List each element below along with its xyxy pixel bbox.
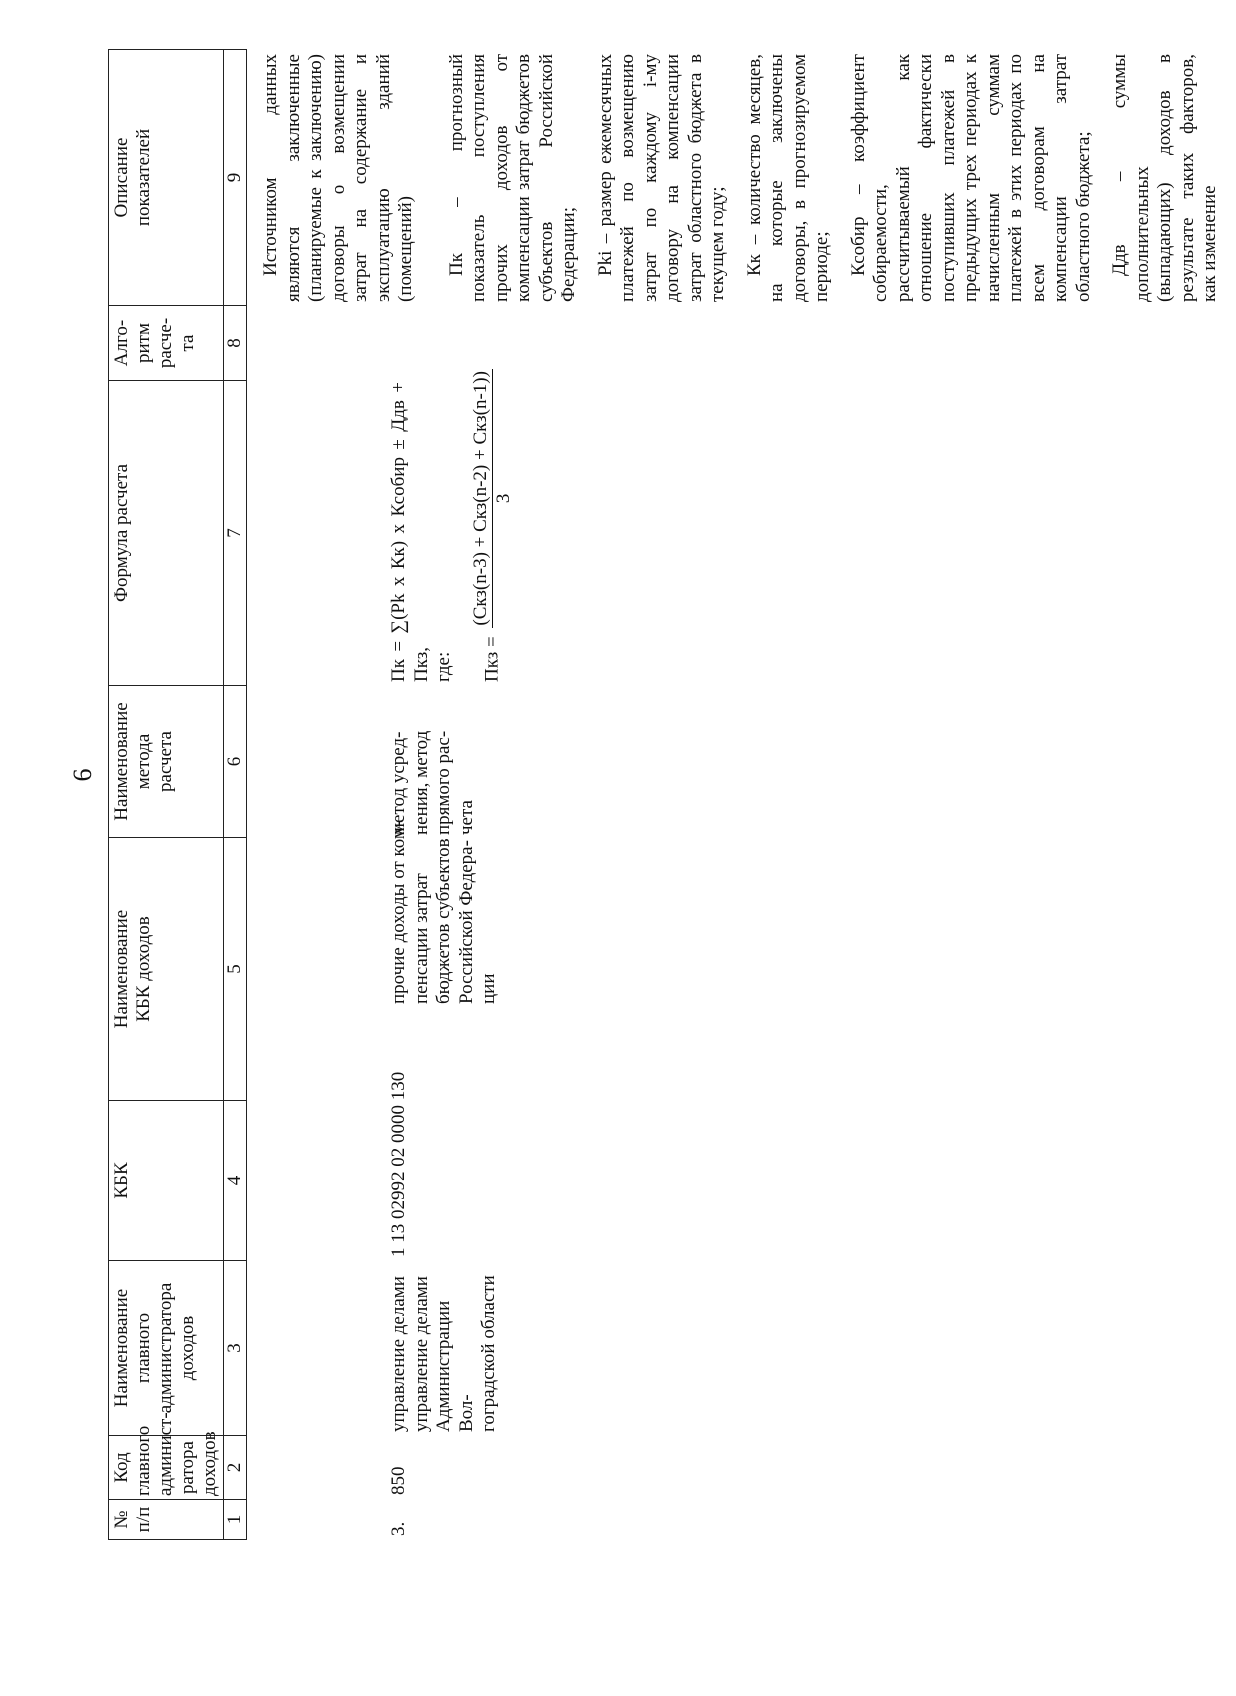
description-item: Пк – прогнозный показатель поступления прочих доходов от компенсации затрат бюджетов субъектов Российской Федерации; xyxy=(445,54,579,302)
formula-where: где: xyxy=(433,651,454,682)
header-row xyxy=(109,50,224,1540)
page-number: 6 xyxy=(68,768,97,782)
formula xyxy=(388,371,516,682)
column-number: 3 xyxy=(224,1261,247,1436)
column-number: 5 xyxy=(224,838,247,1101)
method-name: метод усред- нения, метод прямого рас- чета xyxy=(388,730,477,835)
column-number: 6 xyxy=(224,686,247,838)
header-kbk-name: Наименование КБК доходов xyxy=(109,838,224,1101)
kbk-code: 1 13 02992 02 0000 130 xyxy=(388,1071,409,1257)
header-description: Описание показателей xyxy=(109,50,224,306)
description-item: Кк – количество месяцев, на которые заключены договоры, в прогнозируемом периоде; xyxy=(743,54,832,302)
header-admin-code: Код главного админист- ратора доходов xyxy=(109,1436,224,1500)
formula-pkz: Пкз = (Скз(n-3) + Скз(n-2) + Скз(n-1)) 3 xyxy=(469,371,514,682)
description-item: Ксобир – коэффициент собираемости, рассчитываемый как отношение фактически поступивших платежей в предыдущих трех периодах к начисленным суммам платежей в этих периодах по всем договорам на компенсации затрат областного бюджета; xyxy=(847,54,1094,302)
header-admin-name: Наименование главного администратора доходов xyxy=(109,1261,224,1436)
header-formula: Формула расчета xyxy=(109,381,224,686)
column-number: 8 xyxy=(224,306,247,381)
header-table xyxy=(108,49,247,1540)
description-item: Ддв – суммы дополнительных (выпадающих) доходов в результате таких факторов, как изменение xyxy=(1109,54,1220,302)
description-column xyxy=(260,54,1236,302)
header-kbk: КБК xyxy=(109,1101,224,1261)
rotated-content xyxy=(60,40,1220,1640)
header-num: № п/п xyxy=(109,1500,224,1540)
column-numbers-row xyxy=(224,50,247,1540)
column-number: 9 xyxy=(224,50,247,306)
formula-main: Пк = ∑(Pk x Кк) x Ксобир ± Ддв + Пкз, xyxy=(388,382,432,682)
kbk-name: прочие доходы от ком- пенсации затрат бюджетов субъектов Российской Федера- ции xyxy=(388,820,499,1004)
column-number: 1 xyxy=(224,1500,247,1540)
header-algorithm: Алго- ритм расче- та xyxy=(109,306,224,381)
description-item: Pki – размер ежемесячных платежей по возмещению затрат по каждому i-му договору на компенсации затрат областного бюджета в текущем году; xyxy=(594,54,728,302)
prior-row-note: Источником данных являются заключенные (планируемые к заключению) договоры о возмещении затрат на содержание и эксплуатацию зданий (помещений) xyxy=(260,54,416,302)
admin-name: управление делами управление делами Администрации Вол- гоградской области xyxy=(388,1275,499,1432)
column-number: 7 xyxy=(224,381,247,686)
column-number: 4 xyxy=(224,1101,247,1261)
header-method-name: Наименование метода расчета xyxy=(109,686,224,838)
admin-code: 850 xyxy=(388,1466,409,1495)
formula-fraction: (Скз(n-3) + Скз(n-2) + Скз(n-1)) 3 xyxy=(469,371,514,626)
column-number: 2 xyxy=(224,1436,247,1500)
row-number: 3. xyxy=(388,1521,409,1536)
